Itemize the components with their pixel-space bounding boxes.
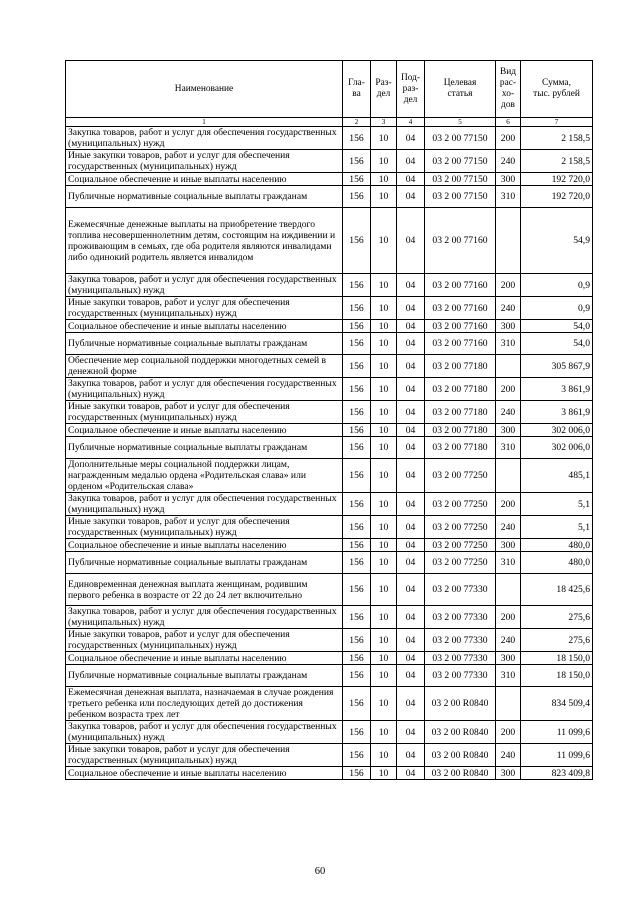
row-section: 10 [371, 186, 397, 208]
row-amount: 192 720,0 [521, 186, 593, 208]
row-amount: 54,0 [521, 320, 593, 333]
row-subsection: 04 [397, 744, 425, 767]
table-row [66, 150, 593, 173]
row-chapter: 156 [343, 493, 371, 516]
table-row [66, 552, 593, 574]
row-amount: 18 150,0 [521, 665, 593, 687]
table-row [66, 606, 593, 629]
row-section: 10 [371, 355, 397, 378]
row-target: 03 2 00 R0840 [425, 767, 496, 780]
row-amount: 275,6 [521, 606, 593, 629]
row-subsection: 04 [397, 516, 425, 539]
row-expense-type: 240 [496, 297, 521, 320]
row-expense-type: 240 [496, 150, 521, 173]
row-expense-type: 240 [496, 744, 521, 767]
row-chapter: 156 [343, 424, 371, 437]
row-target: 03 2 00 77160 [425, 333, 496, 355]
row-section: 10 [371, 173, 397, 186]
table-row [66, 687, 593, 721]
row-target: 03 2 00 77330 [425, 606, 496, 629]
row-name: Ежемесячные денежные выплаты на приобретение твердого топлива несовершеннолетним детям, состоящим на иждивении и проживающим в семьях, где оба родителя являются инвалидами либо одинокий родитель является инвалидом [66, 208, 343, 274]
row-amount: 0,9 [521, 297, 593, 320]
header-amount-text: Сумма, тыс. рублей [533, 78, 580, 99]
header-name [66, 61, 343, 118]
table-row [66, 629, 593, 652]
row-chapter: 156 [343, 721, 371, 744]
table-row [66, 665, 593, 687]
row-expense-type [496, 574, 521, 606]
column-number: 6 [496, 118, 521, 127]
row-section: 10 [371, 150, 397, 173]
row-amount: 3 861,9 [521, 378, 593, 401]
row-amount: 480,0 [521, 539, 593, 552]
row-name: Единовременная денежная выплата женщинам, родившим первого ребенка в возрасте от 22 до 24 лет включительно [66, 574, 343, 606]
table-header-row [66, 61, 593, 118]
row-expense-type: 300 [496, 767, 521, 780]
row-target: 03 2 00 77250 [425, 539, 496, 552]
row-subsection: 04 [397, 355, 425, 378]
header-section [371, 61, 397, 118]
row-section: 10 [371, 687, 397, 721]
row-chapter: 156 [343, 552, 371, 574]
row-expense-type: 200 [496, 127, 521, 150]
row-subsection: 04 [397, 150, 425, 173]
row-subsection: 04 [397, 721, 425, 744]
row-expense-type [496, 355, 521, 378]
row-expense-type: 300 [496, 320, 521, 333]
header-subsection-text: Под- раз- дел [400, 72, 421, 105]
row-subsection: 04 [397, 186, 425, 208]
row-subsection: 04 [397, 297, 425, 320]
row-subsection: 04 [397, 552, 425, 574]
row-target: 03 2 00 77180 [425, 424, 496, 437]
row-name: Дополнительные меры социальной поддержки лицам, награжденным медалью ордена «Родительская слава» или орденом «Родительская слава» [66, 459, 343, 493]
row-chapter: 156 [343, 150, 371, 173]
row-chapter: 156 [343, 767, 371, 780]
row-target: 03 2 00 77250 [425, 493, 496, 516]
row-chapter: 156 [343, 333, 371, 355]
row-section: 10 [371, 424, 397, 437]
row-chapter: 156 [343, 208, 371, 274]
row-amount: 485,1 [521, 459, 593, 493]
row-section: 10 [371, 606, 397, 629]
table-row [66, 320, 593, 333]
table-row [66, 767, 593, 780]
row-expense-type: 300 [496, 652, 521, 665]
row-expense-type: 310 [496, 437, 521, 459]
row-section: 10 [371, 378, 397, 401]
row-subsection: 04 [397, 539, 425, 552]
row-target: 03 2 00 77250 [425, 459, 496, 493]
row-chapter: 156 [343, 687, 371, 721]
row-amount: 192 720,0 [521, 173, 593, 186]
row-amount: 18 150,0 [521, 652, 593, 665]
column-number: 7 [521, 118, 593, 127]
table-row [66, 355, 593, 378]
row-amount: 0,9 [521, 274, 593, 297]
row-name: Закупка товаров, работ и услуг для обеспечения государственных (муниципальных) нужд [66, 721, 343, 744]
row-subsection: 04 [397, 333, 425, 355]
table-row [66, 127, 593, 150]
row-target: 03 2 00 77150 [425, 150, 496, 173]
row-section: 10 [371, 665, 397, 687]
row-amount: 305 867,9 [521, 355, 593, 378]
row-subsection: 04 [397, 424, 425, 437]
row-subsection: 04 [397, 437, 425, 459]
row-amount: 54,0 [521, 333, 593, 355]
row-subsection: 04 [397, 687, 425, 721]
row-expense-type: 200 [496, 378, 521, 401]
row-chapter: 156 [343, 173, 371, 186]
column-number: 5 [425, 118, 496, 127]
table-row [66, 539, 593, 552]
row-chapter: 156 [343, 378, 371, 401]
row-section: 10 [371, 208, 397, 274]
row-subsection: 04 [397, 173, 425, 186]
row-amount: 480,0 [521, 552, 593, 574]
row-expense-type: 240 [496, 401, 521, 424]
row-section: 10 [371, 493, 397, 516]
row-amount: 3 861,9 [521, 401, 593, 424]
table-row [66, 437, 593, 459]
row-chapter: 156 [343, 744, 371, 767]
row-subsection: 04 [397, 208, 425, 274]
row-subsection: 04 [397, 459, 425, 493]
row-amount: 302 006,0 [521, 424, 593, 437]
row-target: 03 2 00 77330 [425, 574, 496, 606]
row-name: Иные закупки товаров, работ и услуг для обеспечения государственных (муниципальных) нужд [66, 297, 343, 320]
row-section: 10 [371, 127, 397, 150]
row-target: 03 2 00 77160 [425, 320, 496, 333]
row-amount: 2 158,5 [521, 150, 593, 173]
row-expense-type: 300 [496, 424, 521, 437]
row-target: 03 2 00 77330 [425, 629, 496, 652]
row-amount: 275,6 [521, 629, 593, 652]
row-subsection: 04 [397, 629, 425, 652]
row-section: 10 [371, 459, 397, 493]
row-section: 10 [371, 401, 397, 424]
row-chapter: 156 [343, 274, 371, 297]
row-name: Закупка товаров, работ и услуг для обеспечения государственных (муниципальных) нужд [66, 606, 343, 629]
row-name: Социальное обеспечение и иные выплаты населению [66, 173, 343, 186]
row-name: Публичные нормативные социальные выплаты гражданам [66, 333, 343, 355]
column-number: 1 [66, 118, 343, 127]
header-section-text: Раз- дел [375, 78, 392, 99]
row-section: 10 [371, 297, 397, 320]
row-target: 03 2 00 77180 [425, 355, 496, 378]
row-amount: 834 509,4 [521, 687, 593, 721]
row-expense-type: 310 [496, 552, 521, 574]
table-row [66, 208, 593, 274]
table-row [66, 424, 593, 437]
column-numbers-row [66, 118, 593, 127]
row-name: Закупка товаров, работ и услуг для обеспечения государственных (муниципальных) нужд [66, 493, 343, 516]
row-name: Иные закупки товаров, работ и услуг для обеспечения государственных (муниципальных) нужд [66, 629, 343, 652]
row-name: Социальное обеспечение и иные выплаты населению [66, 652, 343, 665]
row-name: Социальное обеспечение и иные выплаты населению [66, 767, 343, 780]
row-expense-type: 200 [496, 721, 521, 744]
row-target: 03 2 00 77160 [425, 274, 496, 297]
header-name-text: Наименование [174, 83, 234, 94]
row-target: 03 2 00 77150 [425, 127, 496, 150]
row-target: 03 2 00 77150 [425, 186, 496, 208]
row-chapter: 156 [343, 320, 371, 333]
row-name: Иные закупки товаров, работ и услуг для обеспечения государственных (муниципальных) нужд [66, 401, 343, 424]
row-expense-type: 240 [496, 516, 521, 539]
row-name: Иные закупки товаров, работ и услуг для обеспечения государственных (муниципальных) нужд [66, 744, 343, 767]
row-expense-type: 310 [496, 333, 521, 355]
column-number: 4 [397, 118, 425, 127]
column-number: 2 [343, 118, 371, 127]
row-subsection: 04 [397, 574, 425, 606]
row-chapter: 156 [343, 574, 371, 606]
row-name: Иные закупки товаров, работ и услуг для обеспечения государственных (муниципальных) нужд [66, 516, 343, 539]
row-target: 03 2 00 77180 [425, 437, 496, 459]
table-row [66, 333, 593, 355]
budget-table [65, 60, 593, 780]
header-subsection [397, 61, 425, 118]
row-target: 03 2 00 77330 [425, 665, 496, 687]
row-chapter: 156 [343, 665, 371, 687]
row-name: Социальное обеспечение и иные выплаты населению [66, 539, 343, 552]
row-amount: 302 006,0 [521, 437, 593, 459]
table-row [66, 297, 593, 320]
table-row [66, 401, 593, 424]
row-chapter: 156 [343, 459, 371, 493]
row-chapter: 156 [343, 539, 371, 552]
row-chapter: 156 [343, 127, 371, 150]
row-subsection: 04 [397, 606, 425, 629]
row-target: 03 2 00 R0840 [425, 687, 496, 721]
row-expense-type: 240 [496, 629, 521, 652]
row-subsection: 04 [397, 652, 425, 665]
table-row [66, 721, 593, 744]
row-name: Публичные нормативные социальные выплаты гражданам [66, 186, 343, 208]
table-row [66, 459, 593, 493]
table-row [66, 516, 593, 539]
row-section: 10 [371, 333, 397, 355]
row-subsection: 04 [397, 378, 425, 401]
row-name: Закупка товаров, работ и услуг для обеспечения государственных (муниципальных) нужд [66, 127, 343, 150]
row-name: Публичные нормативные социальные выплаты гражданам [66, 665, 343, 687]
header-expense-type-text: Вид рас- хо- дов [499, 67, 517, 110]
row-expense-type [496, 459, 521, 493]
row-subsection: 04 [397, 401, 425, 424]
column-number: 3 [371, 118, 397, 127]
row-expense-type: 310 [496, 665, 521, 687]
table-row [66, 274, 593, 297]
row-amount: 5,1 [521, 493, 593, 516]
row-expense-type [496, 208, 521, 274]
row-chapter: 156 [343, 652, 371, 665]
row-subsection: 04 [397, 493, 425, 516]
row-chapter: 156 [343, 355, 371, 378]
row-subsection: 04 [397, 665, 425, 687]
table-row [66, 574, 593, 606]
row-chapter: 156 [343, 401, 371, 424]
row-name: Закупка товаров, работ и услуг для обеспечения государственных (муниципальных) нужд [66, 274, 343, 297]
row-target: 03 2 00 77250 [425, 516, 496, 539]
header-chapter [343, 61, 371, 118]
row-amount: 18 425,6 [521, 574, 593, 606]
row-chapter: 156 [343, 186, 371, 208]
row-expense-type: 200 [496, 606, 521, 629]
row-subsection: 04 [397, 767, 425, 780]
row-target: 03 2 00 77180 [425, 378, 496, 401]
row-chapter: 156 [343, 297, 371, 320]
row-expense-type [496, 687, 521, 721]
row-amount: 11 099,6 [521, 721, 593, 744]
row-name: Обеспечение мер социальной поддержки многодетных семей в денежной форме [66, 355, 343, 378]
header-chapter-text: Гла- ва [348, 78, 365, 99]
row-target: 03 2 00 77160 [425, 297, 496, 320]
row-name: Закупка товаров, работ и услуг для обеспечения государственных (муниципальных) нужд [66, 378, 343, 401]
row-section: 10 [371, 320, 397, 333]
row-expense-type: 200 [496, 274, 521, 297]
row-amount: 2 158,5 [521, 127, 593, 150]
table-row [66, 186, 593, 208]
row-section: 10 [371, 516, 397, 539]
row-name: Ежемесячная денежная выплата, назначаемая в случае рождения третьего ребенка или последующих детей до достижения ребенком возраста трех лет [66, 687, 343, 721]
row-chapter: 156 [343, 629, 371, 652]
row-chapter: 156 [343, 516, 371, 539]
row-section: 10 [371, 744, 397, 767]
row-target: 03 2 00 77330 [425, 652, 496, 665]
row-expense-type: 300 [496, 539, 521, 552]
row-expense-type: 310 [496, 186, 521, 208]
row-target: 03 2 00 77250 [425, 552, 496, 574]
row-amount: 11 099,6 [521, 744, 593, 767]
row-section: 10 [371, 767, 397, 780]
row-expense-type: 300 [496, 173, 521, 186]
row-section: 10 [371, 652, 397, 665]
row-section: 10 [371, 552, 397, 574]
header-target [425, 61, 496, 118]
row-target: 03 2 00 R0840 [425, 744, 496, 767]
table-row [66, 378, 593, 401]
header-target-text: Целевая статья [443, 78, 477, 99]
row-subsection: 04 [397, 320, 425, 333]
row-target: 03 2 00 77180 [425, 401, 496, 424]
row-name: Социальное обеспечение и иные выплаты населению [66, 320, 343, 333]
row-section: 10 [371, 437, 397, 459]
row-target: 03 2 00 R0840 [425, 721, 496, 744]
row-amount: 5,1 [521, 516, 593, 539]
table-row [66, 744, 593, 767]
row-section: 10 [371, 574, 397, 606]
row-name: Публичные нормативные социальные выплаты гражданам [66, 552, 343, 574]
row-section: 10 [371, 721, 397, 744]
row-section: 10 [371, 629, 397, 652]
row-name: Публичные нормативные социальные выплаты гражданам [66, 437, 343, 459]
row-subsection: 04 [397, 274, 425, 297]
row-name: Социальное обеспечение и иные выплаты населению [66, 424, 343, 437]
row-target: 03 2 00 77150 [425, 173, 496, 186]
row-chapter: 156 [343, 437, 371, 459]
page-number: 60 [314, 866, 326, 877]
table-row [66, 493, 593, 516]
header-expense-type [496, 61, 521, 118]
row-amount: 54,9 [521, 208, 593, 274]
row-section: 10 [371, 274, 397, 297]
table-body [66, 127, 593, 780]
row-subsection: 04 [397, 127, 425, 150]
row-section: 10 [371, 539, 397, 552]
row-target: 03 2 00 77160 [425, 208, 496, 274]
row-chapter: 156 [343, 606, 371, 629]
row-expense-type: 200 [496, 493, 521, 516]
table-row [66, 652, 593, 665]
row-name: Иные закупки товаров, работ и услуг для обеспечения государственных (муниципальных) нужд [66, 150, 343, 173]
row-amount: 823 409,8 [521, 767, 593, 780]
table-row [66, 173, 593, 186]
header-amount [521, 61, 593, 118]
